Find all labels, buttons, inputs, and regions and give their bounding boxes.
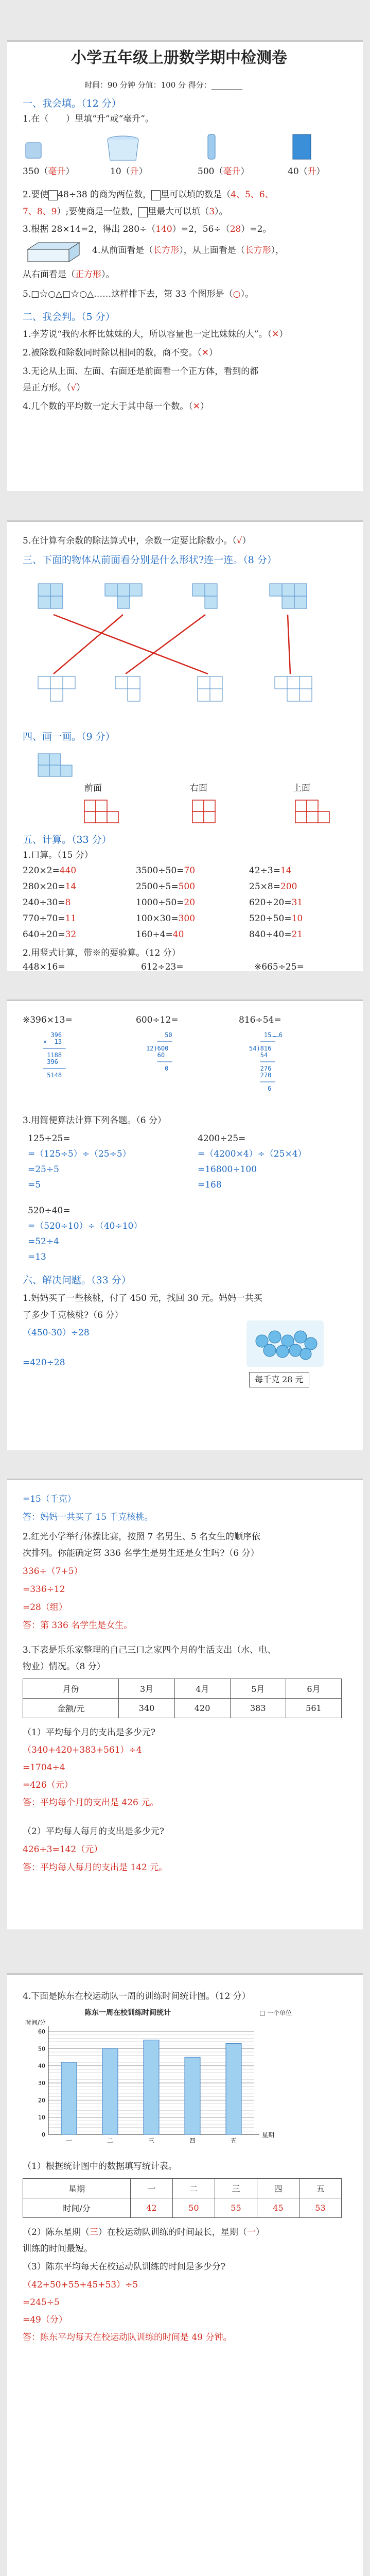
- y-tick-label: 0: [42, 2131, 45, 2138]
- page-5: [7, 1973, 363, 2576]
- training-table: [23, 2178, 342, 2218]
- match-views-diagram: [23, 573, 352, 728]
- question: 3.根据 28×14=2，得出 280÷（140）=2，56÷（28）=2。: [23, 224, 272, 234]
- oral-calc-item: 1000÷50=20: [136, 897, 196, 908]
- table-header-cell: 4月: [174, 1679, 230, 1699]
- answer-line: 答：陈东平均每天在校运动队训练的时间是 49 分钟。: [23, 2332, 232, 2343]
- view-label: 右面: [190, 783, 207, 793]
- table-cell: 420: [174, 1699, 230, 1718]
- calc-line: =16800÷100: [198, 1164, 257, 1175]
- table-header-cell: 三: [215, 2179, 257, 2198]
- draw-shape: [23, 749, 352, 779]
- tank-icon: [293, 134, 311, 159]
- calc-item: 816÷54=: [239, 1015, 281, 1025]
- answer-line: 答：第 336 名学生是女生。: [23, 1620, 133, 1631]
- section-heading: 一、我会填。（12 分）: [23, 98, 121, 109]
- answer-line: 答：平均每人每月的支出是 142 元。: [23, 1862, 168, 1873]
- x-tick-label: 四: [189, 2137, 196, 2144]
- x-tick-label: 五: [230, 2137, 237, 2144]
- question: 3.用简便算法计算下列各题。（6 分）: [23, 1115, 166, 1126]
- y-axis-label: 时间/分: [25, 2019, 46, 2026]
- calc-line: =52÷4: [28, 1236, 59, 1247]
- page-3: [7, 999, 363, 1450]
- calc-line: =168: [198, 1180, 222, 1190]
- page-2: [7, 520, 363, 971]
- question: 5.□☆○△□☆○△……这样排下去，第 33 个图形是（○）。: [23, 289, 254, 299]
- question: 了多少千克核桃?（6 分）: [23, 1310, 124, 1320]
- question: 1.口算。（15 分）: [23, 850, 93, 860]
- answer-line: 336÷（7+5）: [23, 1566, 83, 1577]
- table-header-cell: 二: [172, 2179, 215, 2198]
- calc-line: 4200÷25=: [198, 1133, 246, 1144]
- question: 4.下面是陈东在校运动队一周的训练时间统计图。（12 分）: [23, 1991, 251, 2002]
- vertical-calc: 15……6 ──── 54)816 54 ──── 276 270 ──── 6: [249, 1031, 283, 1092]
- cup-icon: [26, 143, 41, 158]
- oral-calc-item: 25×8=200: [249, 882, 297, 892]
- section-heading: 三、下面的物体从前面看分别是什么形状?连一连。（8 分）: [23, 554, 277, 566]
- question: （2）陈东星期（三）在校运动队训练的时间最长，星期（一）: [23, 2227, 265, 2238]
- bar: [144, 2040, 159, 2134]
- table-cell: 45: [257, 2198, 299, 2218]
- containers-illustration: [23, 129, 352, 165]
- section-heading: 四、画一画。（9 分）: [23, 731, 115, 742]
- answer-line: 426÷3=142（元）: [23, 1844, 103, 1855]
- calc-line: =（4200×4）÷（25×4）: [198, 1149, 307, 1159]
- answer-line: =336÷12: [23, 1584, 65, 1595]
- oral-calc-item: 240÷30=8: [23, 897, 71, 908]
- calc-line: =13: [28, 1252, 46, 1262]
- question: 物业）情况。（8 分）: [23, 1662, 105, 1672]
- question: 2.要使 48÷38 的商为两位数， 里可以填的数是（4、5、6、: [23, 190, 274, 200]
- calc-line: 520÷40=: [28, 1206, 71, 1216]
- walnut-illustration: [246, 1320, 324, 1367]
- oral-calc-item: 100×30=300: [136, 913, 196, 924]
- table-header-cell: 四: [257, 2179, 299, 2198]
- price-tag: 每千克 28 元: [249, 1372, 309, 1387]
- oral-calc-item: 280×20=14: [23, 882, 77, 892]
- question: 是正方形。（√）: [23, 383, 85, 393]
- view-label: 上面: [293, 783, 310, 793]
- oral-calc-item: 770÷70=11: [23, 913, 77, 924]
- table-cell: 383: [230, 1699, 286, 1718]
- question: 3.下表是乐乐家整理的自己三口之家四个月的生活支出（水、电、: [23, 1645, 276, 1655]
- page-1: 小学五年级上册数学期中检测卷 时间：90 分钟 分值：100 分 得分：________ 一、我会填。（12 分） 1.在（ ）里填“升”或“毫升”。 350（毫升） 10（升） 500（毫升） 40（升） 2.要使 48÷38 的商为两位数， 里可以填的数是（4、5、6、 7、8、9）;要使商是一位数， 里最大可以填（3）。 3.根据 28×14=2，得出 280÷（140）=2，56÷（28）=2。 4.从前面看是（长方形），从上面看是（长方形）， 从右面看是（正方形）。 5.□☆○△□☆○△……这样排下去，第 33 个图形是（○）。 二、我会判。（5 分） 1.李芳说“我的水杯比妹妹的大，所以容量也一定比妹妹的大”。（✕） 2.被除数和除数同时除以相同的数，商不变。（✕） 3.无论从上面、左面、右面还是前面看一个正方体，看到的都 是正方形。（√） 4.几个数的平均数一定大于其中每一个数。（✕）: [7, 40, 363, 491]
- calc-item: 448×16=: [23, 962, 65, 972]
- answer-line: 答：平均每个月的支出是 426 元。: [23, 1798, 159, 1808]
- answer-line: =245÷5: [23, 2297, 60, 2308]
- x-axis-label: 星期: [262, 2131, 275, 2139]
- chart-title: 陈东一周在校训练时间统计: [84, 2009, 171, 2017]
- answer-line: =28（组）: [23, 1602, 67, 1613]
- answer-line: =15（千克）: [23, 1494, 76, 1504]
- y-tick-label: 50: [38, 2045, 45, 2053]
- bottle-icon: [208, 134, 215, 159]
- answer-line: =426（元）: [23, 1780, 73, 1790]
- question: 3.无论从上面、左面、右面还是前面看一个正方体，看到的都: [23, 366, 259, 377]
- table-header-cell: 星期: [23, 2179, 131, 2198]
- view-label: 前面: [84, 783, 102, 793]
- q1-item: 350（毫升）: [23, 166, 75, 177]
- answer-line: =420÷28: [23, 1358, 65, 1368]
- bar: [61, 2062, 77, 2134]
- table-cell: 时间/分: [23, 2198, 131, 2218]
- question: 训练的时间最短。: [23, 2244, 93, 2254]
- answer-line: （42+50+55+45+53）÷5: [23, 2280, 138, 2290]
- y-tick-label: 30: [38, 2080, 45, 2087]
- calc-line: =5: [28, 1180, 41, 1190]
- table-cell: 55: [215, 2198, 257, 2218]
- exam-meta: 时间：90 分钟 分值：100 分 得分：________: [84, 80, 242, 90]
- question: （2）平均每人每月的支出是多少元?: [23, 1826, 164, 1837]
- chart-legend: □ 一个单位: [259, 2009, 292, 2016]
- question: 1.在（ ）里填“升”或“毫升”。: [23, 114, 154, 124]
- table-header-cell: 6月: [286, 1679, 341, 1699]
- table-cell: 42: [130, 2198, 172, 2218]
- oral-calc-item: 640÷20=32: [23, 929, 77, 940]
- oral-calc-item: 42÷3=14: [249, 866, 292, 876]
- answer-line: （340+420+383+561）÷4: [23, 1745, 142, 1755]
- question: 次排列。你能确定第 336 名学生是男生还是女生吗?（6 分）: [23, 1548, 259, 1558]
- page-title: 小学五年级上册数学期中检测卷: [71, 49, 287, 67]
- oral-calc-item: 2500÷5=500: [136, 882, 196, 892]
- table-cell: 50: [172, 2198, 215, 2218]
- table-header-cell: 五: [299, 2179, 341, 2198]
- calc-line: =（520÷10）÷（40÷10）: [28, 1221, 143, 1231]
- calc-line: =25÷5: [28, 1164, 59, 1175]
- question: 2.被除数和除数同时除以相同的数，商不变。（✕）: [23, 348, 218, 358]
- calc-line: =（125÷5）÷（25÷5）: [28, 1149, 131, 1159]
- expense-table: [23, 1679, 342, 1718]
- y-tick-label: 60: [38, 2028, 45, 2035]
- question: （3）陈东平均每天在校运动队训练的时间是多少分?: [23, 2262, 225, 2272]
- table-cell: 金额/元: [23, 1699, 119, 1718]
- section-heading: 六、解决问题。（33 分）: [23, 1275, 131, 1286]
- question: 从右面看是（正方形）。: [23, 269, 115, 280]
- bar: [226, 2043, 241, 2134]
- question: 4.从前面看是（长方形），从上面看是（长方形），: [92, 245, 285, 256]
- vertical-calc: 396 × 13 ────── 1188 396 ────── 5148: [43, 1031, 66, 1079]
- section-heading: 五、计算。（33 分）: [23, 834, 112, 845]
- calc-item: ※665÷25=: [254, 962, 304, 972]
- oral-calc-item: 620÷20=31: [249, 897, 303, 908]
- table-header-cell: 3月: [119, 1679, 174, 1699]
- oral-calc-item: 220×2=440: [23, 866, 77, 876]
- x-tick-label: 一: [65, 2137, 73, 2144]
- view-grids: [23, 798, 352, 828]
- question: （1）根据统计图中的数据填写统计表。: [23, 2161, 177, 2172]
- table-cell: 53: [299, 2198, 341, 2218]
- calc-item: 600÷12=: [136, 1015, 179, 1025]
- bar: [185, 2057, 200, 2134]
- question: 1.李芳说“我的水杯比妹妹的大，所以容量也一定比妹妹的大”。（✕）: [23, 329, 288, 340]
- bar: [102, 2048, 118, 2134]
- answer-line: =49（分）: [23, 2315, 67, 2325]
- vertical-calc: 50 ──── 12)600 60 ──── 0: [146, 1031, 172, 1072]
- y-tick-label: 10: [38, 2114, 45, 2121]
- table-cell: 561: [286, 1699, 341, 1718]
- question: （1）平均每个月的支出是多少元?: [23, 1727, 155, 1738]
- section-heading: 二、我会判。（5 分）: [23, 311, 115, 323]
- cuboid-illustration: [23, 240, 84, 266]
- answer-line: =1704÷4: [23, 1762, 65, 1773]
- answer-line: （450-30）÷28: [23, 1328, 90, 1338]
- oral-calc-item: 3500÷50=70: [136, 866, 196, 876]
- question: 2.红光小学举行体操比赛，按照 7 名男生、5 名女生的顺序依: [23, 1532, 261, 1542]
- table-cell: 340: [119, 1699, 174, 1718]
- oral-calc-item: 520÷50=10: [249, 913, 303, 924]
- x-tick-label: 二: [107, 2137, 114, 2144]
- oral-calc-item: 160÷4=40: [136, 929, 184, 940]
- oral-calc-item: 840÷40=21: [249, 929, 303, 940]
- question: 7、8、9）;要使商是一位数， 里最大可以填（3）。: [23, 207, 228, 217]
- answer-line: 答：妈妈一共买了 15 千克核桃。: [23, 1512, 153, 1522]
- table-header-cell: 5月: [230, 1679, 286, 1699]
- page-4: [7, 1479, 363, 1929]
- table-header-cell: 一: [130, 2179, 172, 2198]
- question: 2.用竖式计算，带※的要验算。（12 分）: [23, 948, 181, 958]
- y-tick-label: 40: [38, 2062, 45, 2070]
- question: 4.几个数的平均数一定大于其中每一个数。（✕）: [23, 401, 209, 412]
- question: 1.妈妈买了一些核桃，付了 450 元，找回 30 元。妈妈一共买: [23, 1293, 262, 1303]
- x-tick-label: 三: [148, 2137, 155, 2144]
- calc-item: 612÷23=: [141, 962, 184, 972]
- table-header-cell: 月份: [23, 1679, 119, 1699]
- y-tick-label: 20: [38, 2097, 45, 2104]
- calc-item: ※396×13=: [23, 1015, 73, 1025]
- training-bar-chart: [23, 2019, 290, 2153]
- calc-line: 125÷25=: [28, 1133, 71, 1144]
- question: 5.在计算有余数的除法算式中，余数一定要比除数小。（√）: [23, 536, 251, 546]
